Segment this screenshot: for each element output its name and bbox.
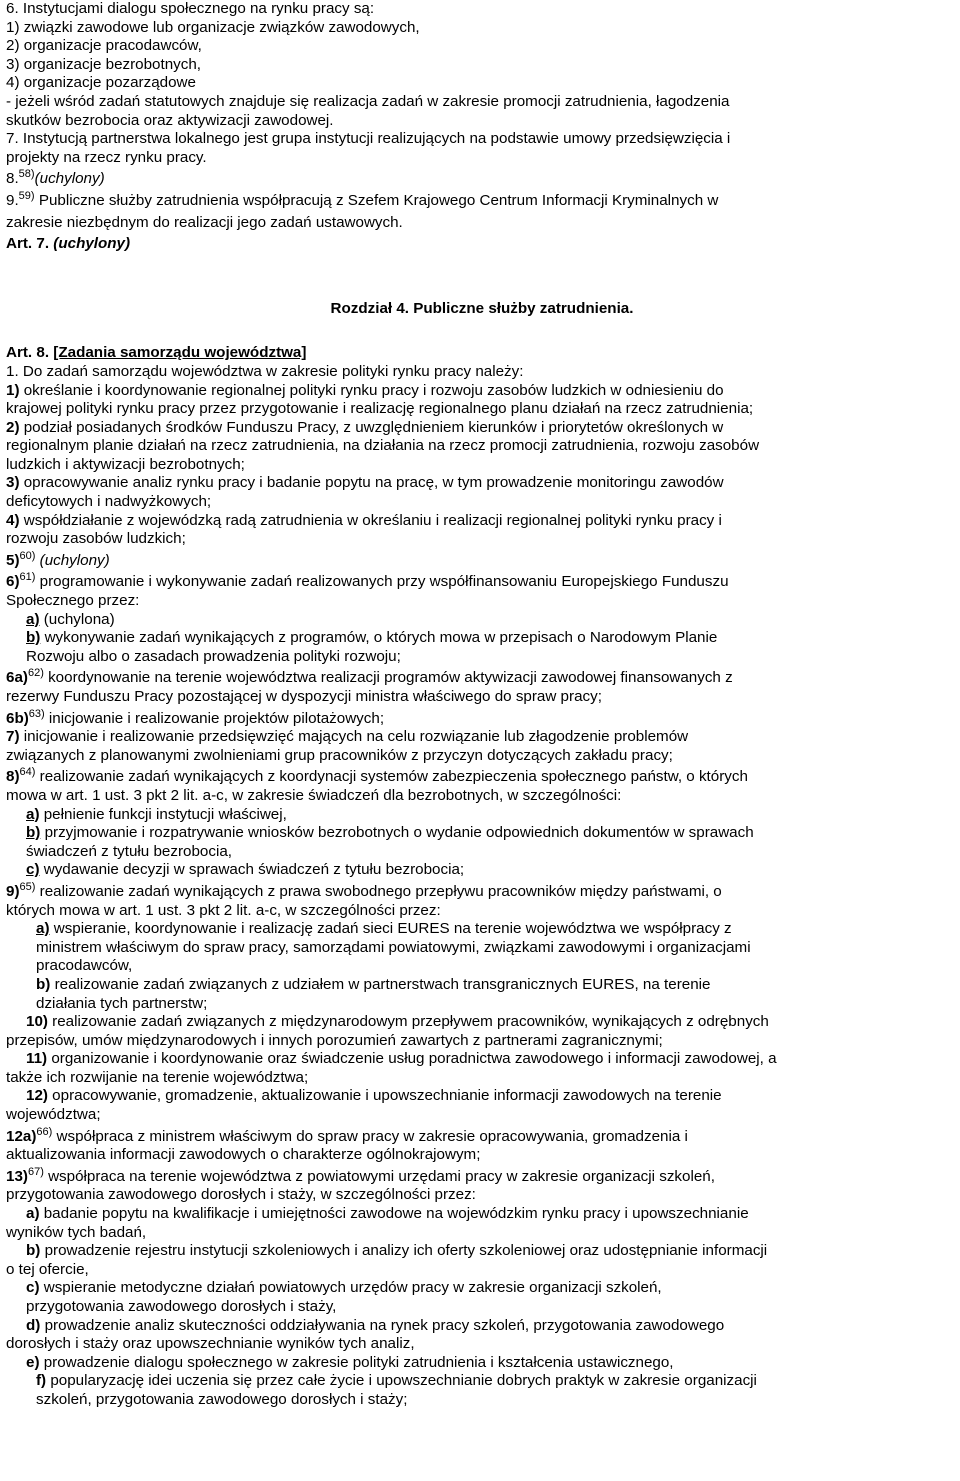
text-line — [6, 1050, 958, 1069]
line-text: projekty na rzecz rynku pracy. — [6, 148, 207, 166]
line-text: popularyzację idei uczenia się przez całe życie i upowszechnianie dobrych praktyk w zakresie organizacji — [46, 1372, 757, 1390]
line-text: prowadzenie dialogu społecznego w zakresie polityki zatrudnienia i kształcenia ustawicznego, — [39, 1353, 674, 1371]
text-line — [6, 1224, 958, 1243]
text-line — [6, 512, 958, 531]
footnote-ref: 64) — [19, 766, 36, 779]
line-text: wydawanie decyzji w sprawach świadczeń z tytułu bezrobocia; — [39, 861, 465, 879]
footnote-ref: 65) — [19, 880, 36, 893]
text-line — [6, 611, 958, 630]
line-text: - jeżeli wśród zadań statutowych znajduje się realizacja zadań w zakresie promocji zatrudnienia, łagodzenia — [6, 92, 730, 110]
line-text: dorosłych i staży oraz upowszechnianie wyników tych analiz, — [6, 1335, 415, 1353]
text-line — [6, 648, 958, 667]
repealed-note: (uchylony) — [34, 170, 105, 188]
line-text: inicjowanie i realizowanie projektów pilotażowych; — [44, 709, 385, 727]
text-line — [6, 1069, 958, 1088]
item-marker: 11) — [26, 1050, 48, 1068]
text-line — [6, 765, 958, 787]
line-text: współdziałanie z wojewódzką radą zatrudnienia w określaniu i realizacji regionalnej polityki rynku pracy i — [19, 511, 722, 529]
line-text: 1. Do zadań samorządu województwa w zakresie polityki rynku pracy należy: — [6, 362, 524, 380]
text-line — [6, 1013, 958, 1032]
text-line — [6, 74, 958, 93]
item-marker: a) — [26, 1205, 40, 1223]
paragraph-number: 8. — [6, 170, 19, 188]
text-line — [6, 902, 958, 921]
text-line — [6, 93, 958, 112]
line-text: programowanie i wykonywanie zadań realizowanych przy współfinansowaniu Europejskiego Funduszu — [35, 573, 729, 591]
footnote-ref: 59) — [18, 189, 35, 202]
line-text: opracowywanie, gromadzenie, aktualizowanie i upowszechnianie informacji zawodowych na terenie — [47, 1087, 722, 1105]
line-text: przygotowania zawodowego dorosłych i staży, — [26, 1298, 337, 1315]
item-marker: 3) — [6, 474, 20, 492]
article-label: Art. 8. — [6, 344, 50, 362]
line-text: badanie popytu na kwalifikacje i umiejętności zawodowe na wojewódzkim rynku pracy i upowszechnianie — [39, 1205, 749, 1223]
text-line — [6, 861, 958, 880]
text-line — [6, 419, 958, 438]
line-text: mowa w art. 1 ust. 3 pkt 2 lit. a-c, w zakresie świadczeń dla bezrobotnych, w szczególności: — [6, 786, 622, 804]
text-line — [6, 1335, 958, 1354]
item-marker: 6a) — [6, 669, 28, 687]
text-line — [6, 400, 958, 419]
text-line — [6, 1354, 958, 1373]
text-line — [6, 920, 958, 939]
article-title: [Zadania samorządu województwa] — [53, 344, 307, 362]
line-text: organizowanie i koordynowanie oraz świadczenie usług poradnictwa zawodowego i informacji zawodowej, a — [47, 1050, 777, 1068]
text-line — [6, 1372, 958, 1391]
text-line — [6, 787, 958, 806]
paragraph-9-continued: zakresie niezbędnym do realizacji jego zadań ustawowych. — [6, 213, 403, 231]
line-text: realizowanie zadań związanych z międzynarodowym przepływem pracowników, wynikających z odrębnych — [47, 1013, 769, 1031]
text-line — [6, 382, 958, 401]
line-text: (uchylona) — [39, 610, 115, 628]
item-marker: a) — [36, 920, 50, 938]
item-marker: b) — [26, 824, 41, 842]
text-line — [6, 112, 958, 131]
text-line — [6, 629, 958, 648]
item-marker: 12) — [26, 1087, 48, 1105]
item-marker: a) — [26, 805, 40, 823]
text-line — [6, 363, 958, 382]
text-line — [6, 1106, 958, 1125]
line-text: ludzkich i aktywizacji bezrobotnych; — [6, 455, 245, 473]
article-8-heading — [6, 344, 958, 363]
item-marker: 2) — [6, 418, 20, 436]
item-marker: 9) — [6, 882, 20, 900]
line-text: realizowanie zadań wynikających z koordynacji systemów zabezpieczenia społecznego państw, o których — [35, 768, 748, 786]
line-text: opracowywanie analiz rynku pracy i badanie popytu na pracę, w tym prowadzenie monitoringu zawodów — [19, 474, 724, 492]
line-text: wykonywanie zadań wynikających z programów, o których mowa w przepisach o Narodowym Planie — [40, 629, 718, 647]
footnote-ref: 58) — [18, 168, 35, 181]
item-marker: b) — [26, 1242, 41, 1260]
line-text: przepisów, umów międzynarodowych i innych porozumień zawartych z partnerami zagranicznymi; — [6, 1031, 663, 1049]
item-marker: c) — [26, 1279, 40, 1297]
item-marker: 13) — [6, 1167, 28, 1185]
item-marker: b) — [26, 629, 41, 647]
footnote-ref: 66) — [36, 1125, 53, 1138]
line-text: realizowanie zadań wynikających z prawa swobodnego przepływu pracowników między państwami, o — [35, 882, 722, 900]
line-text: 7. Instytucją partnerstwa lokalnego jest grupa instytucji realizujących na podstawie umowy przedsięwzięcia i — [6, 130, 731, 148]
text-line — [6, 474, 958, 493]
chapter-heading: Rozdział 4. Publiczne służby zatrudnienia. — [330, 299, 634, 317]
paragraph-9 — [6, 189, 958, 211]
text-line — [6, 747, 958, 766]
article-7 — [6, 232, 958, 254]
text-line — [6, 0, 958, 19]
line-text: 6. Instytucjami dialogu społecznego na rynku pracy są: — [6, 0, 375, 17]
line-text: wspieranie, koordynowanie i realizację zadań sieci EURES na terenie województwa we współpracy z — [49, 920, 732, 938]
item-marker: f) — [36, 1372, 47, 1390]
line-text: określanie i koordynowanie regionalnej polityki rynku pracy i rozwoju zasobów ludzkich w odniesieniu do — [19, 381, 724, 399]
item-marker: 8) — [6, 768, 20, 786]
line-text: regionalnym planie działań na rzecz zatrudnienia, na działania na rzecz promocji zatrudnienia, rozwoju zasobów — [6, 437, 760, 455]
text-line — [6, 843, 958, 862]
line-text: (uchylony) — [35, 551, 110, 569]
document-page — [6, 0, 958, 1410]
text-line — [6, 1186, 958, 1205]
footnote-ref: 62) — [27, 667, 44, 680]
paragraph-text: Publiczne służby zatrudnienia współpracują z Szefem Krajowego Centrum Informacji Kryminalnych w — [38, 191, 719, 209]
line-text: działania tych partnerstw; — [36, 994, 208, 1012]
line-text: pełnienie funkcji instytucji właściwej, — [39, 805, 287, 823]
text-line — [6, 1146, 958, 1165]
footnote-ref: 63) — [28, 707, 45, 720]
line-text: 3) organizacje bezrobotnych, — [6, 55, 202, 73]
line-text: 4) organizacje pozarządowe — [6, 74, 196, 92]
line-text: związanych z planowanymi zwolnieniami grup pracowników z przyczyn dotyczących zakładu pracy; — [6, 746, 673, 764]
text-line — [6, 666, 958, 688]
text-line — [6, 995, 958, 1014]
text-line — [6, 1242, 958, 1261]
item-marker: 12a) — [6, 1127, 37, 1145]
text-line — [6, 570, 958, 592]
line-text: 2) organizacje pracodawców, — [6, 37, 202, 55]
text-line — [6, 728, 958, 747]
text-line — [6, 806, 958, 825]
repealed-note: (uchylony) — [53, 235, 131, 253]
line-text: świadczeń z tytułu bezrobocia, — [26, 842, 232, 860]
text-line — [6, 1391, 958, 1410]
text-line — [6, 592, 958, 611]
spacer — [6, 254, 958, 300]
footnote-ref: 67) — [27, 1165, 44, 1178]
line-text: wspieranie metodyczne działań powiatowych urzędów pracy w zakresie organizacji szkoleń, — [39, 1279, 662, 1297]
text-line — [6, 530, 958, 549]
text-line — [6, 1125, 958, 1147]
spacer — [6, 318, 958, 344]
text-line — [6, 1205, 958, 1224]
text-line — [6, 976, 958, 995]
line-text: prowadzenie rejestru instytucji szkoleniowych i analizy ich oferty szkoleniowej oraz udostępnianie informacji — [40, 1242, 768, 1260]
item-marker: 10) — [26, 1013, 48, 1031]
line-text: współpraca z ministrem właściwym do spraw pracy w zakresie opracowywania, gromadzenia i — [52, 1127, 688, 1145]
text-line — [6, 1032, 958, 1051]
line-text: także ich rozwijanie na terenie województwa; — [6, 1068, 309, 1086]
item-marker: 5) — [6, 551, 20, 569]
text-line — [6, 1317, 958, 1336]
line-text: współpraca na terenie województwa z powiatowymi urzędami pracy w zakresie organizacji szkoleń, — [43, 1167, 715, 1185]
text-line — [6, 707, 958, 729]
line-text: deficytowych i nadwyżkowych; — [6, 493, 212, 511]
line-text: których mowa w art. 1 ust. 3 pkt 2 lit. a-c, w szczególności przez: — [6, 901, 441, 919]
text-line — [6, 456, 958, 475]
line-text: przygotowania zawodowego dorosłych i staży, w szczególności przez: — [6, 1186, 476, 1204]
line-text: ministrem właściwym do spraw pracy, samorządami powiatowymi, związkami zawodowymi i organizacjami — [36, 938, 751, 956]
text-line — [6, 1298, 958, 1317]
text-line — [6, 1279, 958, 1298]
section-dialog-institutions — [6, 0, 958, 167]
line-text: koordynowanie na terenie województwa realizacji programów aktywizacji zawodowej finansowanych z — [43, 669, 733, 687]
article-8-body — [6, 363, 958, 1410]
text-line — [6, 688, 958, 707]
item-marker: 4) — [6, 511, 20, 529]
line-text: Rozwoju albo o zasadach prowadzenia polityki rozwoju; — [26, 647, 401, 665]
item-marker: c) — [26, 861, 40, 879]
text-line — [6, 130, 958, 149]
text-line — [6, 56, 958, 75]
item-marker: 6) — [6, 573, 20, 591]
text-line — [6, 939, 958, 958]
item-marker: 6b) — [6, 709, 29, 727]
text-line — [6, 880, 958, 902]
line-text: województwa; — [6, 1106, 101, 1124]
line-text: 1) związki zawodowe lub organizacje związków zawodowych, — [6, 18, 420, 36]
line-text: prowadzenie analiz skuteczności oddziaływania na rynek pracy szkoleń, przygotowania zawodowego — [40, 1316, 725, 1334]
item-marker: d) — [26, 1316, 41, 1334]
paragraph-8 — [6, 167, 958, 189]
footnote-ref: 61) — [19, 571, 36, 584]
line-text: rozwoju zasobów ludzkich; — [6, 530, 186, 548]
article-label: Art. 7. — [6, 235, 50, 253]
line-text: aktualizowania informacji zawodowych o charakterze ogólnokrajowym; — [6, 1146, 481, 1164]
line-text: o tej ofercie, — [6, 1260, 89, 1278]
line-text: szkoleń, przygotowania zawodowego dorosłych i staży; — [36, 1390, 408, 1408]
paragraph-number: 9. — [6, 191, 19, 209]
line-text: inicjowanie i realizowanie przedsięwzięć mających na celu rozwiązanie lub złagodzenie problemów — [19, 728, 689, 746]
line-text: podział posiadanych środków Funduszu Pracy, z uwzględnieniem kierunków i priorytetów określonych w — [19, 418, 724, 436]
line-text: pracodawców, — [36, 957, 133, 975]
line-text: rezerwy Funduszu Pracy pozostającej w dyspozycji ministra właściwego do spraw pracy; — [6, 688, 602, 705]
text-line — [6, 957, 958, 976]
text-line — [6, 149, 958, 168]
line-text: wyników tych badań, — [6, 1223, 147, 1241]
text-line — [6, 493, 958, 512]
text-line — [6, 824, 958, 843]
line-text: Społecznego przez: — [6, 592, 140, 610]
text-line — [6, 19, 958, 38]
line-text: krajowej polityki rynku pracy przez przygotowanie i realizację regionalnego planu działań na rzecz zatrudnienia; — [6, 400, 754, 418]
footnote-ref: 60) — [19, 549, 36, 562]
item-marker: a) — [26, 610, 40, 628]
item-marker: e) — [26, 1353, 40, 1371]
text-line — [6, 37, 958, 56]
text-line — [6, 1087, 958, 1106]
item-marker: 1) — [6, 381, 20, 399]
line-text: realizowanie zadań związanych z udziałem w partnerstwach transgranicznych EURES, na terenie — [50, 975, 711, 993]
item-marker: 7) — [6, 728, 20, 746]
text-line — [6, 437, 958, 456]
line-text: skutków bezrobocia oraz aktywizacji zawodowej. — [6, 111, 334, 129]
line-text: przyjmowanie i rozpatrywanie wniosków bezrobotnych o wydanie odpowiednich dokumentów w sprawach — [40, 824, 754, 842]
text-line — [6, 1165, 958, 1187]
text-line — [6, 1261, 958, 1280]
item-marker: b) — [36, 975, 51, 993]
text-line — [6, 549, 958, 571]
